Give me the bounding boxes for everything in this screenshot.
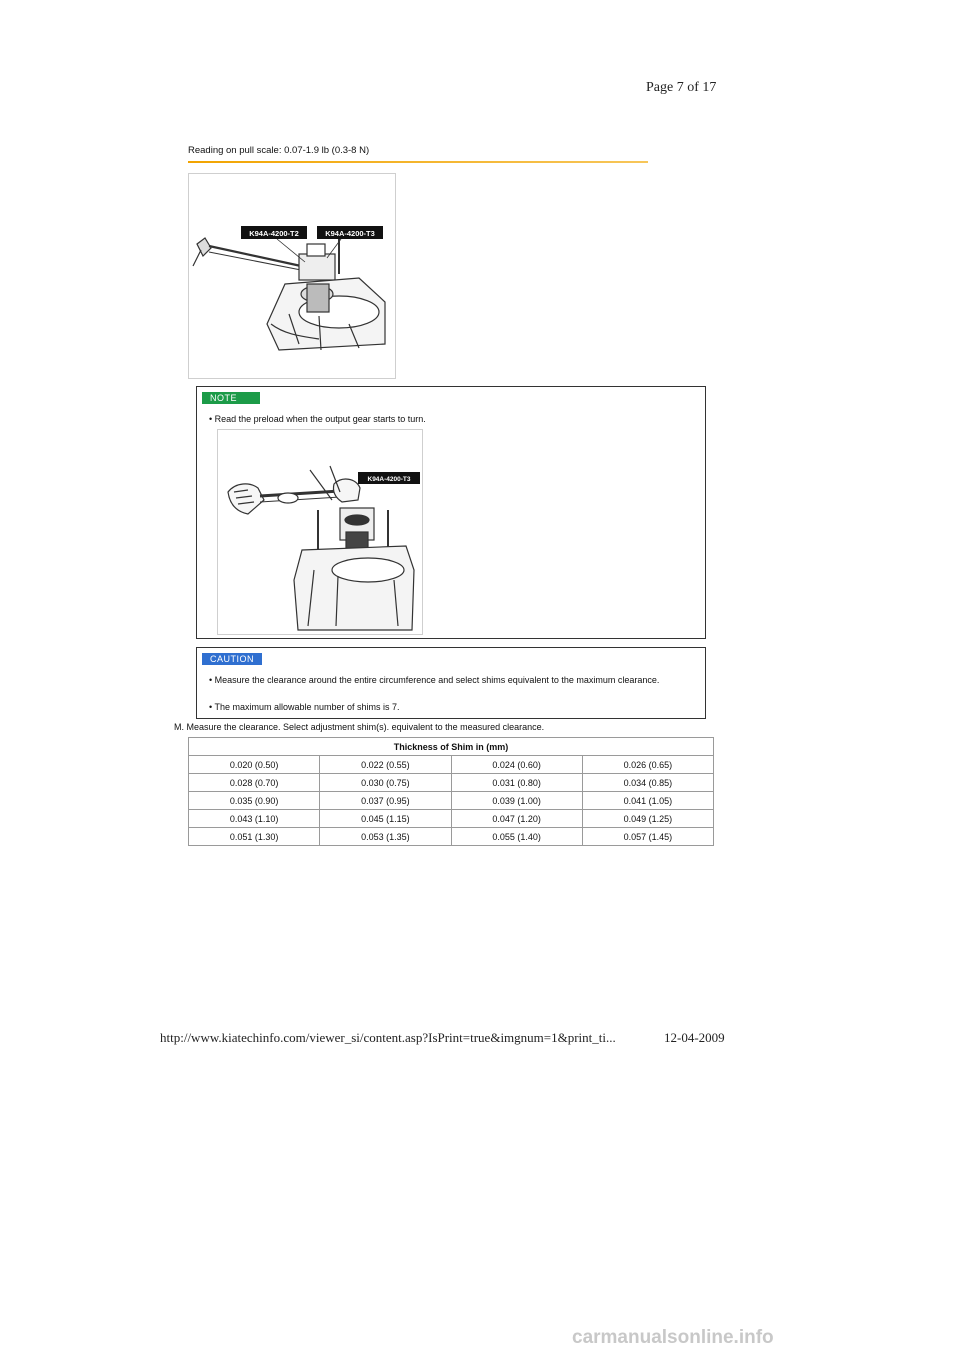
note-tool-label xyxy=(358,472,420,484)
preload-illustration xyxy=(189,174,395,378)
table-cell: 0.035 (0.90) xyxy=(189,792,320,810)
table-cell: 0.047 (1.20) xyxy=(451,810,582,828)
step-m-instruction: M. Measure the clearance. Select adjustment shim(s). equivalent to the measured clearance. xyxy=(174,722,545,732)
table-row xyxy=(189,828,714,846)
table-row xyxy=(189,774,714,792)
table-cell: 0.034 (0.85) xyxy=(582,774,713,792)
table-cell: 0.028 (0.70) xyxy=(189,774,320,792)
caution-bullet-max-shims: • The maximum allowable number of shims is 7. xyxy=(209,702,400,712)
caution-box xyxy=(196,647,706,719)
table-cell: 0.057 (1.45) xyxy=(582,828,713,846)
svg-text:K94A-4200-T3: K94A-4200-T3 xyxy=(325,229,375,238)
table-cell: 0.030 (0.75) xyxy=(320,774,451,792)
note-bullet: • Read the preload when the output gear starts to turn. xyxy=(209,414,426,424)
svg-text:K94A-4200-T2: K94A-4200-T2 xyxy=(249,229,299,238)
orange-divider xyxy=(188,161,648,163)
table-cell: 0.039 (1.00) xyxy=(451,792,582,810)
table-cell: 0.049 (1.25) xyxy=(582,810,713,828)
table-cell: 0.053 (1.35) xyxy=(320,828,451,846)
footer-url[interactable]: http://www.kiatechinfo.com/viewer_si/content.asp?IsPrint=true&imgnum=1&print_ti... xyxy=(160,1030,616,1045)
caution-tag: CAUTION xyxy=(202,653,262,665)
tool-label-t3 xyxy=(317,226,383,239)
pull-scale-reading: Reading on pull scale: 0.07-1.9 lb (0.3-8 N) xyxy=(188,145,370,156)
svg-text:K94A-4200-T3: K94A-4200-T3 xyxy=(367,476,411,483)
tool-label-t2 xyxy=(241,226,307,239)
table-cell: 0.045 (1.15) xyxy=(320,810,451,828)
table-row xyxy=(189,756,714,774)
watermark: carmanualsonline.info xyxy=(572,1327,774,1348)
table-cell: 0.055 (1.40) xyxy=(451,828,582,846)
shim-table-header: Thickness of Shim in (mm) xyxy=(189,738,714,756)
table-row xyxy=(189,792,714,810)
footer-date: 12-04-2009 xyxy=(664,1030,725,1045)
page-number: Page 7 of 17 xyxy=(646,80,717,95)
output-gear-preload-figure xyxy=(217,429,423,635)
shim-thickness-table xyxy=(188,737,714,846)
table-cell: 0.026 (0.65) xyxy=(582,756,713,774)
table-cell: 0.037 (0.95) xyxy=(320,792,451,810)
table-row xyxy=(189,810,714,828)
table-cell: 0.022 (0.55) xyxy=(320,756,451,774)
note-box xyxy=(196,386,706,639)
table-cell: 0.041 (1.05) xyxy=(582,792,713,810)
caution-bullet-clearance: • Measure the clearance around the entire circumference and select shims equivalent to the maximum clearance. xyxy=(209,675,660,685)
note-tag: NOTE xyxy=(202,392,260,404)
hands-wrench-illustration xyxy=(218,430,422,634)
table-cell: 0.031 (0.80) xyxy=(451,774,582,792)
preload-measurement-figure xyxy=(188,173,396,379)
table-cell: 0.051 (1.30) xyxy=(189,828,320,846)
table-cell: 0.020 (0.50) xyxy=(189,756,320,774)
table-cell: 0.024 (0.60) xyxy=(451,756,582,774)
table-cell: 0.043 (1.10) xyxy=(189,810,320,828)
